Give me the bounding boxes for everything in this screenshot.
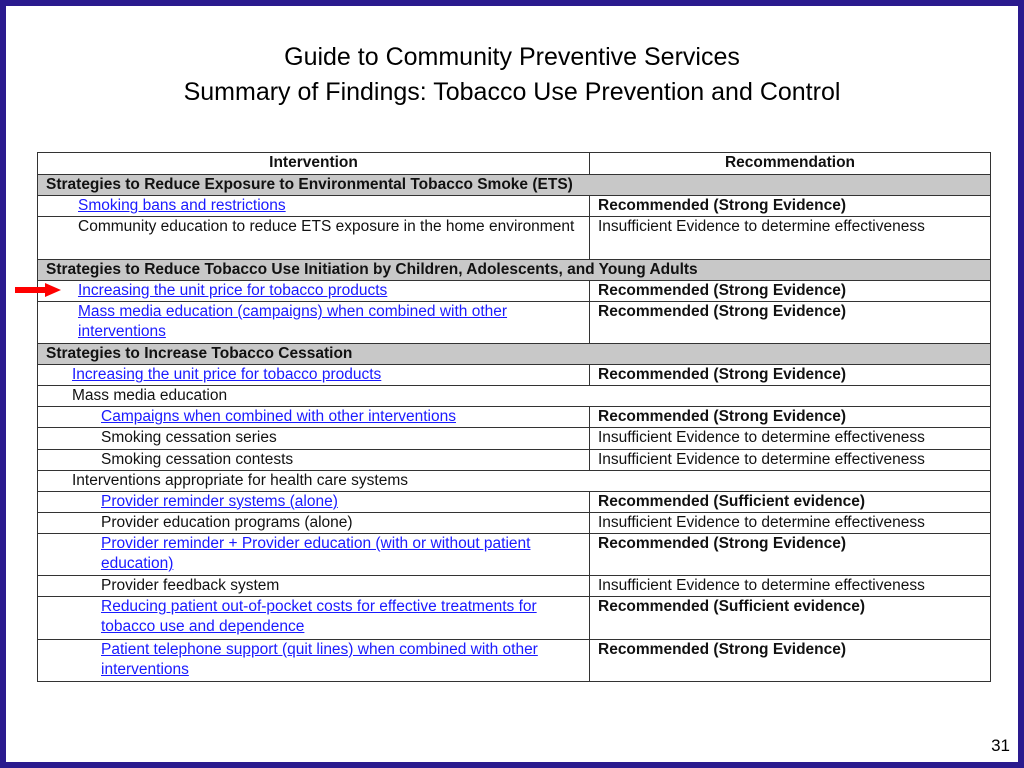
intervention-link[interactable]: Increasing the unit price for tobacco products bbox=[78, 281, 388, 299]
table-row bbox=[38, 365, 991, 386]
table-row bbox=[38, 491, 991, 512]
recommendation-cell: Recommended (Strong Evidence) bbox=[590, 301, 991, 343]
intervention-cell: Provider feedback system bbox=[38, 576, 590, 597]
recommendation-cell: Recommended (Strong Evidence) bbox=[590, 639, 991, 681]
intervention-link[interactable]: Mass media education (campaigns) when combined with other interventions bbox=[78, 302, 508, 340]
table-row bbox=[38, 280, 991, 301]
intervention-link[interactable]: Provider reminder systems (alone) bbox=[101, 492, 338, 510]
intervention-link[interactable]: Provider reminder + Provider education (with or without patient education) bbox=[101, 535, 531, 573]
section-row bbox=[38, 259, 991, 280]
recommendation-cell: Insufficient Evidence to determine effectiveness bbox=[590, 512, 991, 533]
recommendation-cell: Recommended (Strong Evidence) bbox=[590, 534, 991, 576]
intervention-link[interactable]: Patient telephone support (quit lines) when combined with other interventions bbox=[101, 640, 538, 678]
slide-title: Guide to Community Preventive Services bbox=[284, 43, 740, 71]
table-row bbox=[38, 534, 991, 576]
header-intervention: Intervention bbox=[38, 153, 590, 175]
page-number: 31 bbox=[991, 736, 1010, 755]
intervention-link[interactable]: Reducing patient out-of-pocket costs for effective treatments for tobacco use and dependence bbox=[101, 598, 537, 636]
recommendation-cell: Insufficient Evidence to determine effectiveness bbox=[590, 449, 991, 470]
subgroup-label: Mass media education bbox=[38, 386, 991, 407]
recommendation-cell: Insufficient Evidence to determine effectiveness bbox=[590, 217, 991, 259]
recommendation-cell: Insufficient Evidence to determine effectiveness bbox=[590, 576, 991, 597]
recommendation-cell: Recommended (Sufficient evidence) bbox=[590, 597, 991, 639]
section-row bbox=[38, 175, 991, 196]
table-row bbox=[38, 449, 991, 470]
intervention-cell: Smoking cessation contests bbox=[38, 449, 590, 470]
red-arrow-icon bbox=[15, 283, 61, 297]
table-row bbox=[38, 196, 991, 217]
table-row bbox=[38, 512, 991, 533]
intervention-link[interactable]: Smoking bans and restrictions bbox=[78, 197, 286, 215]
intervention-cell: Community education to reduce ETS exposure in the home environment bbox=[38, 217, 590, 259]
table-row bbox=[38, 301, 991, 343]
table-row bbox=[38, 597, 991, 639]
recommendation-cell: Recommended (Strong Evidence) bbox=[590, 407, 991, 428]
table-row bbox=[38, 386, 991, 407]
recommendation-cell: Recommended (Strong Evidence) bbox=[590, 196, 991, 217]
recommendation-cell: Recommended (Sufficient evidence) bbox=[590, 491, 991, 512]
table-row bbox=[38, 428, 991, 449]
section-initiation: Strategies to Reduce Tobacco Use Initiation by Children, Adolescents, and Young Adults bbox=[38, 259, 991, 280]
recommendation-cell: Recommended (Strong Evidence) bbox=[590, 280, 991, 301]
section-row bbox=[38, 344, 991, 365]
table-row bbox=[38, 639, 991, 681]
table-row bbox=[38, 407, 991, 428]
intervention-link[interactable]: Campaigns when combined with other interventions bbox=[101, 408, 456, 426]
table-header-row bbox=[38, 153, 991, 175]
intervention-cell: Provider education programs (alone) bbox=[38, 512, 590, 533]
subgroup-label: Interventions appropriate for health care systems bbox=[38, 470, 991, 491]
recommendation-cell: Insufficient Evidence to determine effectiveness bbox=[590, 428, 991, 449]
intervention-link[interactable]: Increasing the unit price for tobacco products bbox=[72, 366, 382, 384]
intervention-cell: Smoking cessation series bbox=[38, 428, 590, 449]
section-ets: Strategies to Reduce Exposure to Environmental Tobacco Smoke (ETS) bbox=[38, 175, 991, 196]
header-recommendation: Recommendation bbox=[590, 153, 991, 175]
slide-subtitle: Summary of Findings: Tobacco Use Prevention and Control bbox=[183, 78, 841, 106]
table-row bbox=[38, 217, 991, 259]
findings-table bbox=[37, 152, 991, 682]
table-row bbox=[38, 576, 991, 597]
recommendation-cell: Recommended (Strong Evidence) bbox=[590, 365, 991, 386]
section-cessation: Strategies to Increase Tobacco Cessation bbox=[38, 344, 991, 365]
table-row bbox=[38, 470, 991, 491]
